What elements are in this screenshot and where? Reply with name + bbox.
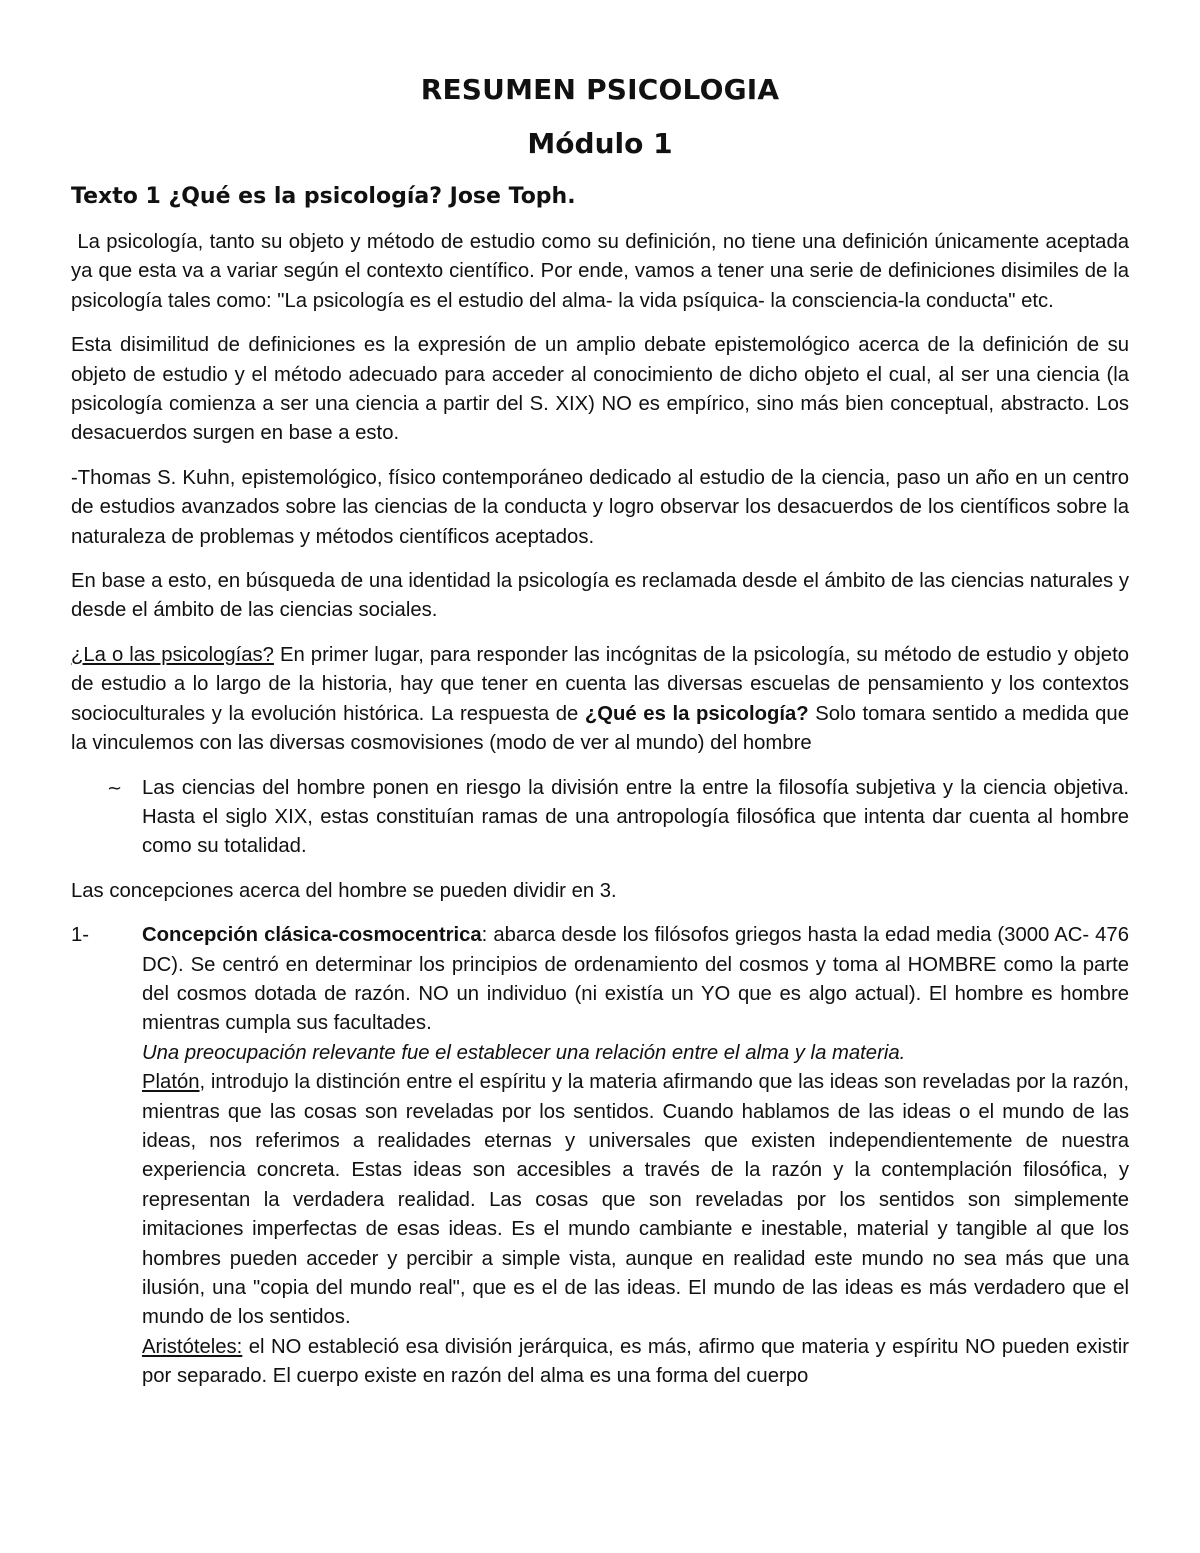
tilde-bullet-icon: ~	[107, 777, 123, 799]
document-title: RESUMEN PSICOLOGIA	[420, 73, 780, 106]
bullet-item-text: Las ciencias del hombre ponen en riesgo la división entre la entre la filosofía subjetiva y la ciencia objetiva. Hasta el siglo XIX, estas constituían ramas de una antropología filosófica que intenta dar cuenta al hombre como su totalidad.	[142, 776, 1129, 858]
numbered-list-item-1	[71, 921, 1129, 1392]
paragraph-definition	[71, 228, 1129, 316]
italic-sentence: Una preocupación relevante fue el establecer una relación entre el alma y la materia.	[142, 1041, 906, 1064]
bullet-item	[71, 774, 1129, 862]
list-item-1-text: : abarca desde los filósofos griegos hasta la edad media (3000 AC- 476 DC). Se centró en determinar los principios de ordenamiento del cosmos y toma al HOMBRE como la parte del cosmos dotada de razón. NO un individuo (ni existía un YO que es algo actual). El hombre es hombre mientras cumpla sus facultades.	[142, 924, 1129, 1035]
aristoteles-text: el NO estableció esa división jerárquica, es más, afirmo que materia y espíritu NO pueden existir por separado. El cuerpo existe en razón del alma es una forma del cuerpo	[142, 1335, 1129, 1388]
list-item-1-italic	[142, 1039, 1129, 1068]
platon-label: Platón	[142, 1071, 200, 1094]
platon-text: , introdujo la distinción entre el espíritu y la materia afirmando que las ideas son reveladas por la razón, mientras que las cosas son reveladas por los sentidos. Cuando hablamos de las ideas o el mundo de las ideas, nos referimos a realidades eternas y universales que existen independientemente de nuestra experiencia concreta. Estas ideas son accesibles a través de la razón y la contemplación filosófica, y representan la verdadera realidad. Las cosas que son reveladas por los sentidos son simplemente imitaciones imperfectas de esas ideas. Es el mundo cambiante e inestable, material y tangible al que los hombres pueden acceder y percibir a simple vista, aunque en realidad este mundo no sea más que una ilusión, una "copia del mundo real", que es el de las ideas. El mundo de las ideas es más verdadero que el mundo de los sentidos.	[142, 1071, 1129, 1329]
section-heading: Texto 1 ¿Qué es la psicología? Jose Toph.	[71, 184, 576, 209]
concepcion-clasica-bold: Concepción clásica-cosmocentrica	[142, 924, 482, 947]
aristoteles-label: Aristóteles:	[142, 1335, 243, 1358]
paragraph-identidad: En base a esto, en búsqueda de una identidad la psicología es reclamada desde el ámbito de las ciencias naturales y desde el ámbito de las ciencias sociales.	[71, 570, 1129, 622]
paragraph-concepciones: Las concepciones acerca del hombre se pueden dividir en 3.	[71, 879, 617, 902]
paragraph-definition-text: La psicología, tanto su objeto y método de estudio como su definición, no tiene una definición únicamente aceptada ya que esta va a variar según el contexto científico. Por ende, vamos a tener una serie de definiciones disimiles de la psicología tales como: "La psicología es el estudio del alma- la vida psíquica- la consciencia-la conducta" etc.	[71, 231, 1129, 312]
document-subtitle: Módulo 1	[527, 127, 673, 160]
la-o-las-psicologias-heading: ¿La o las psicologías?	[71, 643, 274, 666]
paragraph-la-o-las	[71, 641, 1129, 759]
paragraph-la-o-las-text-a: En primer lugar, para responder las incógnitas de la psicología, su método de estudio y objeto de estudio a lo largo de la historia, hay que tener en cuenta las diversas escuelas de pensamiento y los contextos socioculturales y la evolución histórica. La respuesta de	[71, 643, 1129, 725]
aristoteles-paragraph	[142, 1333, 1129, 1392]
paragraph-la-o-las-text-b: Solo tomara sentido a medida que la vinculemos con las diversas cosmovisiones (modo de ver al mundo) del hombre	[71, 702, 1129, 755]
list-item-number: 1-	[71, 924, 90, 947]
list-item-1-intro	[71, 921, 1129, 1039]
paragraph-kuhn: -Thomas S. Kuhn, epistemológico, físico contemporáneo dedicado al estudio de la ciencia, paso un año en un centro de estudios avanzados sobre las ciencias de la conducta y logro observar los desacuerdos de los científicos sobre la naturaleza de problemas y métodos científicos aceptados.	[71, 466, 1129, 548]
platon-paragraph	[142, 1068, 1129, 1333]
que-es-la-psicologia-bold: ¿Qué es la psicología?	[584, 702, 809, 725]
document-page	[71, 70, 1129, 1392]
paragraph-disimilitud: Esta disimilitud de definiciones es la expresión de un amplio debate epistemológico acerca de la definición de su objeto de estudio y el método adecuado para acceder al conocimiento de dicho objeto el cual, al ser una ciencia (la psicología comienza a ser una ciencia a partir del S. XIX) NO es empírico, sino más bien conceptual, abstracto. Los desacuerdos surgen en base a esto.	[71, 334, 1129, 445]
